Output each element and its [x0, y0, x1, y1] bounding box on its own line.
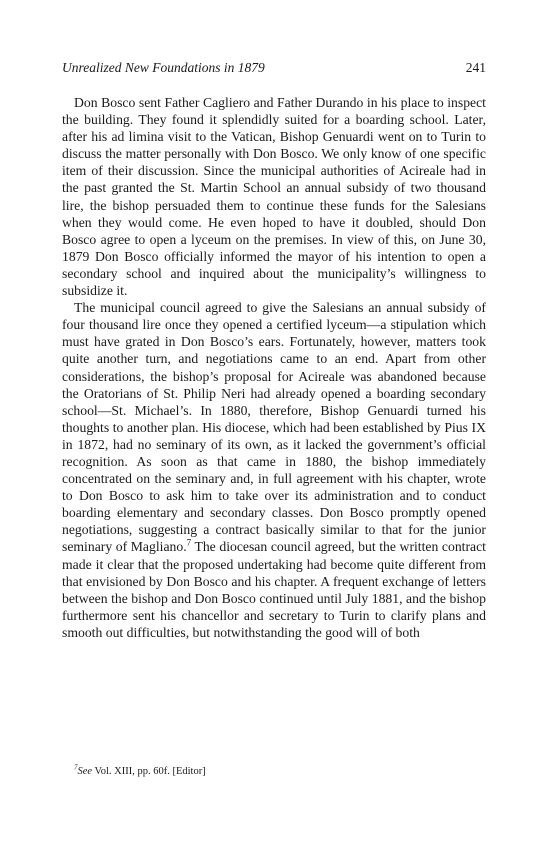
paragraph-2-part-1: The municipal council agreed to give the Salesians an annual subsidy of four thousand lire once they opened a certified lyceum—a stipulation which must have grated in Don Bosco’s ears. Fortunately, however, matters took quite another turn, and negotiations came to an end. Apart from other considerations, the bishop’s proposal for Acireale was abandoned because the Oratorians of St. Philip Neri had already opened a boarding secondary school—St. Michael’s. In 1880, therefore, Bishop Genuardi turned his thoughts to another plan. His diocese, which had been established by Pius IX in 1872, had no seminary of its own, as it lacked the government’s official recognition. As soon as that came in 1880, the bishop immediately concentrated on the seminary and, in full agreement with his chapter, wrote to Don Bosco to ask him to take over its administration and to conduct boarding elementary and secondary classes. Don Bosco promptly opened negotiations, suggesting a contract basically similar to that for the junior seminary of Magliano. — [62, 300, 486, 555]
footnote-text: Vol. XIII, pp. 60f. [Editor] — [92, 766, 206, 777]
footnote — [74, 765, 206, 778]
paragraph-2-part-2: The diocesan council agreed, but the written contract made it clear that the proposed undertaking had become quite different from that envisioned by Don Bosco and his chapter. A frequent exchange of letters between the bishop and Don Bosco continued until July 1881, and the bishop furthermore sent his chancellor and secretary to Turin to clarify plans and smooth out difficulties, but notwithstanding the good will of both — [62, 539, 486, 640]
footnote-mark: 7 — [74, 763, 78, 772]
paragraph-1: Don Bosco sent Father Cagliero and Father Durando in his place to inspect the building. They found it splendidly suited for a boarding school. Later, after his ad limina visit to the Vatican, Bishop Genuardi went on to Turin to discuss the matter personally with Don Bosco. We only know of one specific item of their discussion. Since the municipal authorities of Acireale had in the past granted the St. Martin School an annual subsidy of two thousand lire, the bishop persuaded them to continue these funds for the Salesians when they would come. He even hoped to have it doubled, should Don Bosco agree to open a lyceum on the premises. In view of this, on June 30, 1879 Don Bosco officially informed the mayor of his intention to open a secondary school and inquired about the municipality’s willingness to subsidize it. — [62, 95, 486, 299]
page-number: 241 — [465, 60, 486, 75]
book-page — [62, 60, 486, 641]
body-text — [62, 94, 486, 641]
running-head — [62, 60, 486, 76]
paragraph-2 — [62, 299, 486, 641]
footnote-see: See — [77, 766, 93, 777]
running-title: Unrealized New Foundations in 1879 — [62, 60, 265, 75]
footnote-reference: 7 — [186, 537, 192, 548]
